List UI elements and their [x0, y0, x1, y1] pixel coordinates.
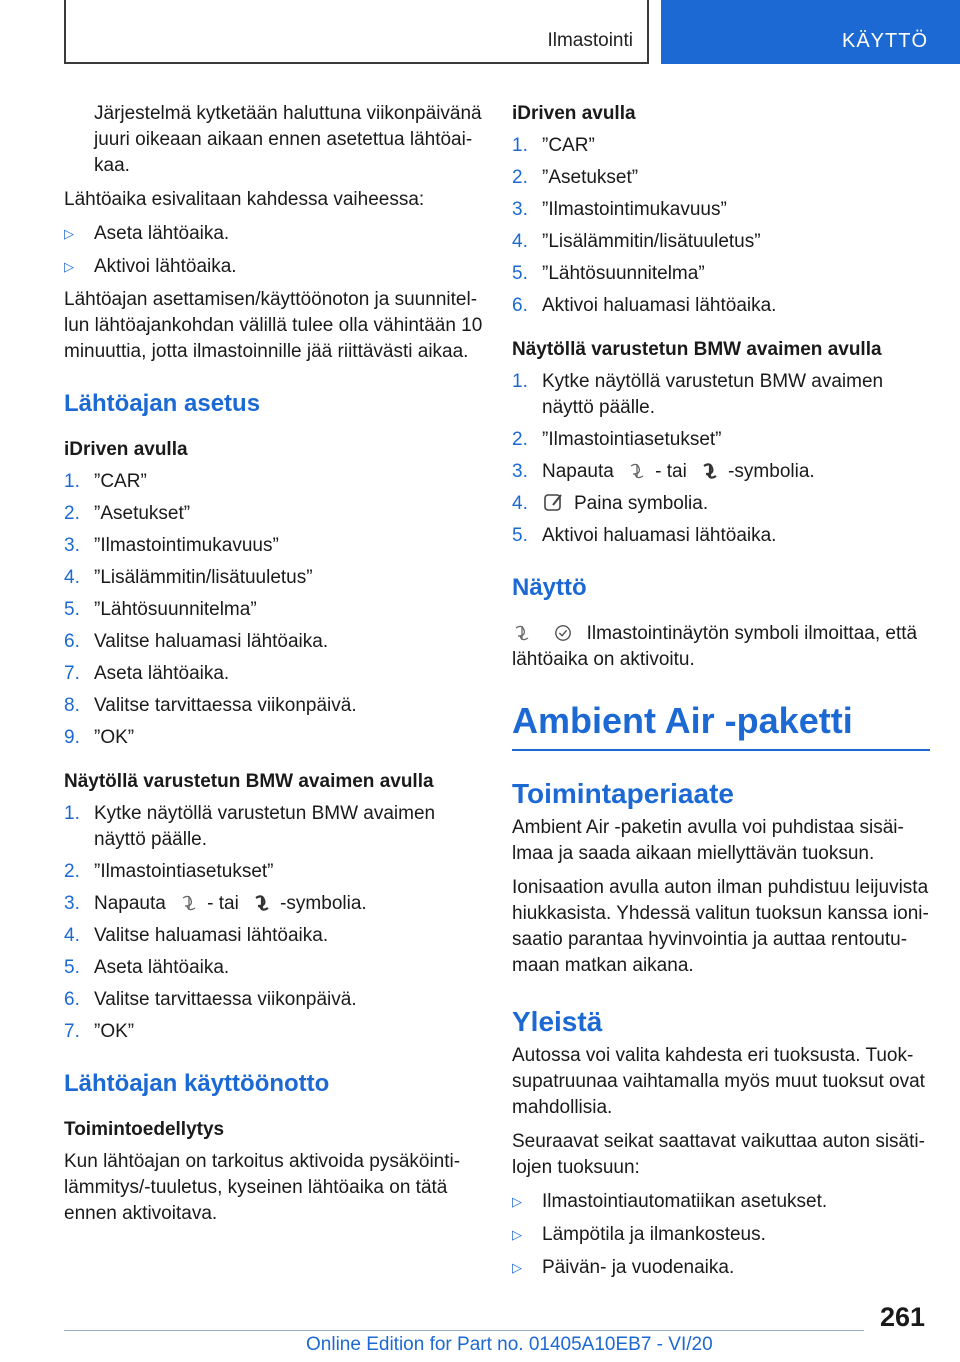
idrive-subheading: iDriven avulla — [64, 439, 188, 460]
header-section-title: Ilmastointi — [547, 30, 633, 51]
bullet-item: ▷ Ilmastointiautomatiikan asetukset. — [512, 1189, 930, 1215]
header-chapter-box — [661, 0, 960, 64]
bullet-item: ▷ Lämpötila ja ilmankosteus. — [512, 1222, 930, 1248]
requirement-text: Kun lähtöajan on tarkoitus aktivoida pysäköintilämmitys/-tuuletus, kyseinen lähtöaika on tätä ennen aktivoitava. — [64, 1151, 461, 1224]
fan-filled-icon — [700, 462, 720, 480]
requirement-subheading: Toimintoedellytys — [64, 1119, 225, 1140]
note-text: Lähtöajan asettamisen/käyttöönoton ja suunnitellun lähtöajankohdan välillä tulee olla vähintään 10 minuuttia, jotta ilmastoinnille jää riittävästi aikaa. — [64, 289, 483, 362]
list-item: 1. Kytke näytöllä varustetun BMW avaimen näyttö päälle. — [512, 371, 884, 418]
triangle-bullet-icon: ▷ — [512, 1227, 522, 1242]
header-chapter-title: KÄYTTÖ — [841, 30, 928, 52]
list-item: 3. ”Ilmastointimukavuus” — [512, 199, 727, 220]
list-item: 6. Aktivoi haluamasi lähtöaika. — [512, 295, 777, 316]
list-item: 8. Valitse tarvittaessa viikonpäivä. — [64, 695, 357, 716]
list-item: 2. ”Ilmastointiasetukset” — [512, 429, 722, 450]
list-item: 5. ”Lähtösuunnitelma” — [512, 263, 705, 284]
footer-divider — [64, 1330, 864, 1331]
fan-icon — [179, 894, 199, 912]
edit-square-icon — [542, 492, 566, 512]
triangle-bullet-icon: ▷ — [512, 1194, 522, 1209]
triangle-bullet-icon: ▷ — [512, 1260, 522, 1275]
heading-setting: Lähtöajan asetus — [64, 390, 261, 417]
key-subheading: Näytöllä varustetun BMW avaimen avulla — [64, 771, 434, 792]
principle-text-1: Ambient Air -paketin avulla voi puhdistaa sisäilmaa ja saada aikaan miellyttävän tuoksun. — [512, 817, 904, 864]
general-text-1: Autossa voi valita kahdesta eri tuoksusta. Tuoksupatruunaa vaihtamalla myös muut tuoksut ovat mahdollisia. — [512, 1045, 925, 1118]
left-column — [64, 101, 484, 1235]
heading-principle: Toimintaperiaate — [512, 778, 734, 809]
list-item: 4. Paina symbolia. — [512, 493, 709, 514]
triangle-bullet-icon: ▷ — [64, 259, 74, 274]
display-text: Ilmastointinäytön symboli ilmoittaa, että lähtöaika on aktivoitu. — [512, 623, 918, 670]
heading-activation: Lähtöajan käyttöönotto — [64, 1070, 330, 1097]
header-section-box — [64, 0, 649, 64]
list-item: 4. Valitse haluamasi lähtöaika. — [64, 925, 329, 946]
triangle-bullet-icon: ▷ — [64, 226, 74, 241]
list-item: 5. ”Lähtösuunnitelma” — [64, 599, 257, 620]
list-item: 3. ”Ilmastointimukavuus” — [64, 535, 279, 556]
list-item: 9. ”OK” — [64, 727, 135, 748]
list-item: 5. Aktivoi haluamasi lähtöaika. — [512, 525, 777, 546]
intro-continuation: Järjestelmä kytketään haluttuna viikonpäivänä juuri oikeaan aikaan ennen asetettua lähtöaikaa. — [94, 103, 482, 176]
list-item: 6. Valitse tarvittaessa viikonpäivä. — [64, 989, 357, 1010]
fan-icon — [512, 624, 532, 642]
list-item: 7. ”OK” — [64, 1021, 135, 1042]
list-item: 1. ”CAR” — [512, 135, 595, 156]
heading-display: Näyttö — [512, 574, 587, 601]
list-item: 3. Napauta - tai -symbolia. — [64, 893, 367, 914]
list-item: 4. ”Lisälämmitin/lisätuuletus” — [64, 567, 313, 588]
list-item: 3. Napauta - tai -symbolia. — [512, 461, 815, 482]
principle-text-2: Ionisaation avulla auton ilman puhdistuu leijuvista hiukkasista. Yhdessä valitun tuoksun kanssa ionisaatio parantaa hyvinvointia ja auttaa rentoutumaan matkan aikana. — [512, 877, 929, 976]
idrive-subheading: iDriven avulla — [512, 103, 636, 124]
key-subheading: Näytöllä varustetun BMW avaimen avulla — [512, 339, 882, 360]
list-item: 2. ”Ilmastointiasetukset” — [64, 861, 274, 882]
heading-ambient-air: Ambient Air -paketti — [512, 699, 930, 751]
list-item: 1. ”CAR” — [64, 471, 147, 492]
list-item: 5. Aseta lähtöaika. — [64, 957, 230, 978]
list-item: 2. ”Asetukset” — [512, 167, 639, 188]
heading-general: Yleistä — [512, 1006, 603, 1037]
clock-check-icon — [553, 624, 573, 642]
fan-filled-icon — [252, 894, 272, 912]
general-text-2: Seuraavat seikat saattavat vaikuttaa auton sisätilojen tuoksuun: — [512, 1131, 925, 1178]
bullet-item: ▷ Päivän- ja vuodenaika. — [512, 1255, 930, 1281]
right-column — [512, 101, 930, 1288]
bullet-item: ▷ Aktivoi lähtöaika. — [64, 254, 484, 280]
list-item: 1. Kytke näytöllä varustetun BMW avaimen näyttö päälle. — [64, 803, 436, 850]
list-item: 6. Valitse haluamasi lähtöaika. — [64, 631, 329, 652]
list-item: 2. ”Asetukset” — [64, 503, 191, 524]
footer-edition: Online Edition for Part no. 01405A10EB7 - VI/20 — [306, 1334, 713, 1355]
bullet-item: ▷ Aseta lähtöaika. — [64, 221, 484, 247]
preselect-text: Lähtöaika esivalitaan kahdessa vaiheessa: — [64, 189, 425, 210]
page-number: 261 — [880, 1302, 926, 1332]
fan-icon — [627, 462, 647, 480]
list-item: 7. Aseta lähtöaika. — [64, 663, 230, 684]
list-item: 4. ”Lisälämmitin/lisätuuletus” — [512, 231, 761, 252]
